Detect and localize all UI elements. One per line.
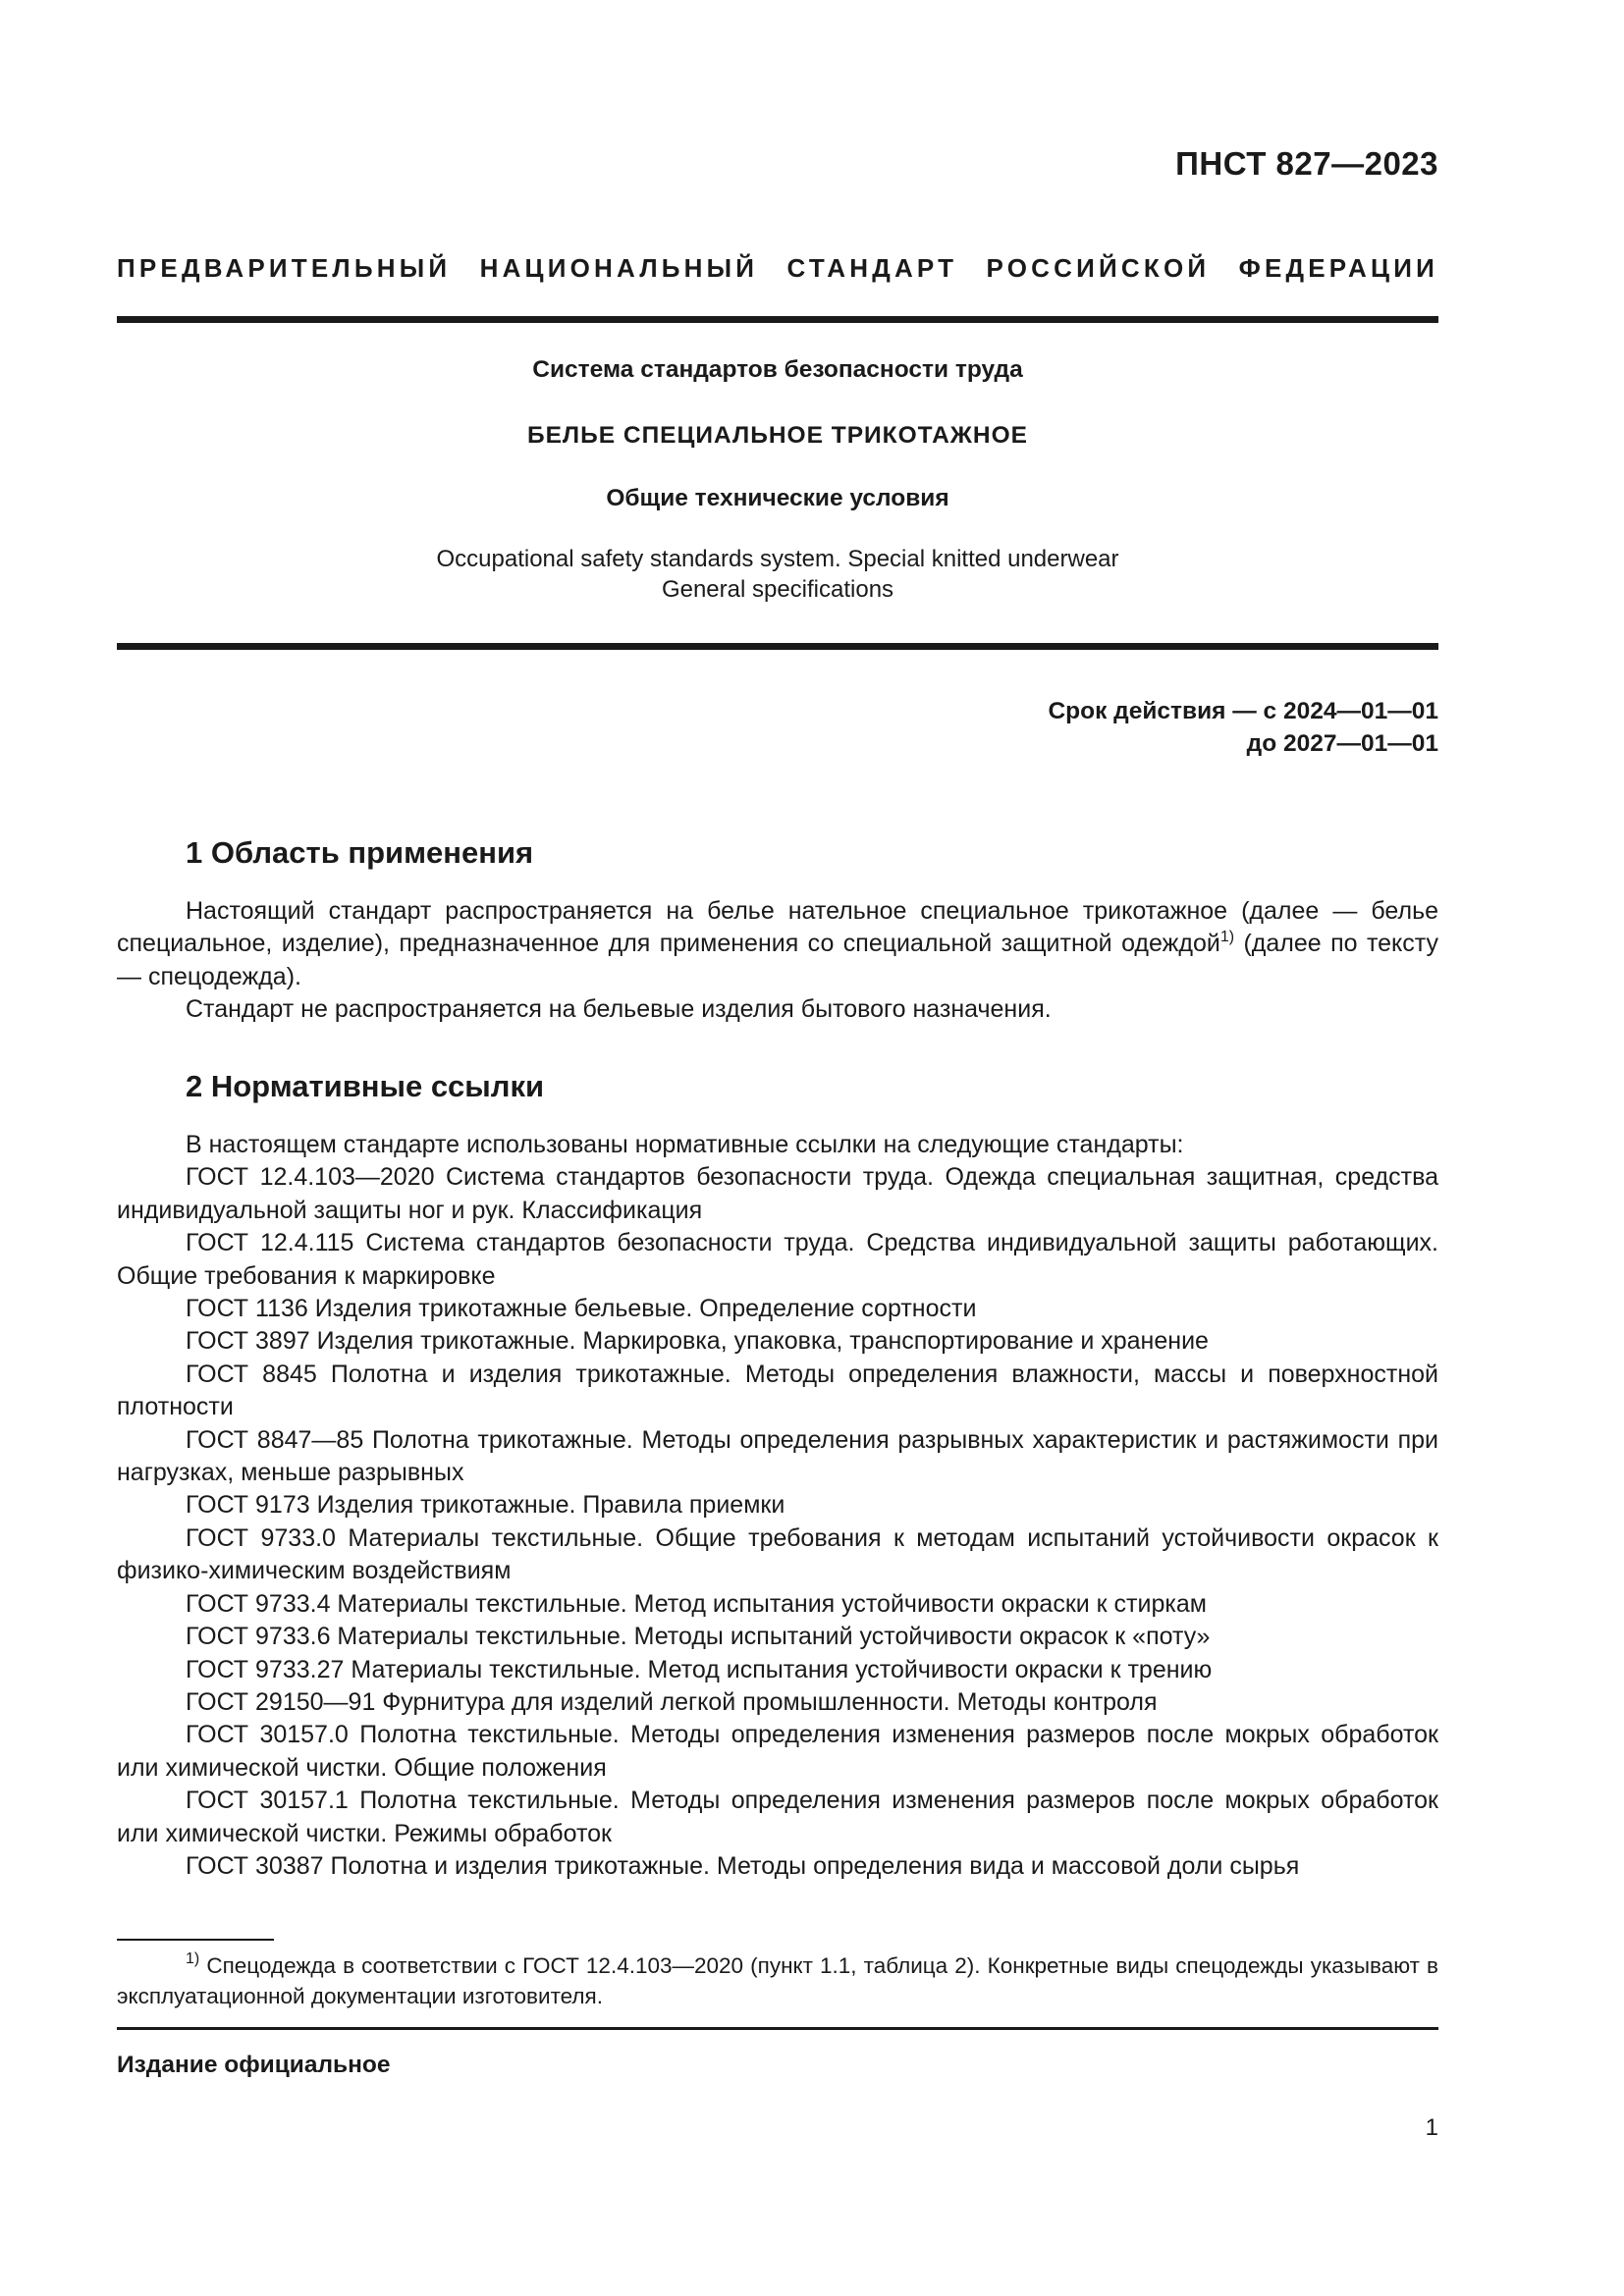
reference-item: ГОСТ 9733.0 Материалы текстильные. Общие требования к методам испытаний устойчивости окрасок к физико-химическим воздействиям bbox=[117, 1523, 1438, 1585]
validity-end: до 2027—01—01 bbox=[1246, 730, 1438, 757]
reference-item: ГОСТ 29150—91 Фурнитура для изделий легкой промышленности. Методы контроля bbox=[186, 1687, 1158, 1716]
references-intro: В настоящем стандарте использованы нормативные ссылки на следующие стандарты: bbox=[186, 1131, 1184, 1158]
footnote-separator bbox=[117, 1939, 274, 1941]
footnote-marker: 1) bbox=[1219, 929, 1235, 946]
reference-item: ГОСТ 9173 Изделия трикотажные. Правила приемки bbox=[186, 1491, 785, 1520]
reference-item: ГОСТ 12.4.103—2020 Система стандартов безопасности труда. Одежда специальная защитная, средства индивидуальной защиты ног и рук. Классификация bbox=[117, 1163, 1438, 1224]
footnote bbox=[117, 1950, 1438, 2011]
standard-code: ПНСТ 827—2023 bbox=[1175, 145, 1438, 182]
reference-item: ГОСТ 1136 Изделия трикотажные бельевые. Определение сортности bbox=[186, 1295, 977, 1323]
page-number: 1 bbox=[1425, 2114, 1438, 2141]
scope-paragraph: Настоящий стандарт распространяется на белье нательное специальное трикотажное (далее — белье специальное, изделие), предназначенное для применения со специальной защитной одеждой$^{1)}$ (далее по тексту — спецодежда). bbox=[117, 897, 1438, 990]
series-title: Система стандартов безопасности труда bbox=[532, 356, 1023, 383]
section-1-body bbox=[117, 895, 1438, 1027]
footnote-text: Спецодежда в соответствии с ГОСТ 12.4.103—2020 (пункт 1.1, таблица 2). Конкретные виды спецодежды указывают в эксплуатационной документации изготовителя. bbox=[117, 1953, 1438, 2008]
english-title-line2: General specifications bbox=[661, 576, 894, 603]
reference-item: ГОСТ 3897 Изделия трикотажные. Маркировка, упаковка, транспортирование и хранение bbox=[186, 1327, 1209, 1356]
subtitle: Общие технические условия bbox=[606, 485, 949, 511]
reference-item: ГОСТ 9733.6 Материалы текстильные. Методы испытаний устойчивости окрасок к «поту» bbox=[186, 1623, 1211, 1651]
footer-rule bbox=[117, 2027, 1438, 2030]
main-title: БЕЛЬЕ СПЕЦИАЛЬНОЕ ТРИКОТАЖНОЕ bbox=[526, 422, 1029, 449]
title-rule bbox=[117, 643, 1438, 650]
section-1-heading: 1 Область применения bbox=[186, 835, 534, 870]
reference-item: ГОСТ 30157.0 Полотна текстильные. Методы определения изменения размеров после мокрых обработок или химической чистки. Общие положения bbox=[117, 1721, 1438, 1782]
section-2-body bbox=[117, 1129, 1438, 1883]
scope-exclusion-paragraph: Стандарт не распространяется на бельевые изделия бытового назначения. bbox=[186, 995, 1052, 1024]
reference-item: ГОСТ 9733.4 Материалы текстильные. Метод испытания устойчивости окраски к стиркам bbox=[186, 1589, 1207, 1618]
english-title-line1: Occupational safety standards system. Special knitted underwear bbox=[436, 546, 1119, 572]
edition-label: Издание официальное bbox=[117, 2052, 391, 2078]
validity-period bbox=[1048, 695, 1438, 760]
validity-start: Срок действия — с 2024—01—01 bbox=[1048, 698, 1438, 724]
standard-type: ПРЕДВАРИТЕЛЬНЫЙ НАЦИОНАЛЬНЫЙ СТАНДАРТ РОССИЙСКОЙ ФЕДЕРАЦИИ bbox=[117, 253, 1438, 283]
footnote-number: 1) bbox=[186, 1950, 200, 1967]
reference-item: ГОСТ 30157.1 Полотна текстильные. Методы определения изменения размеров после мокрых обработок или химической чистки. Режимы обработок bbox=[117, 1787, 1438, 1847]
reference-item: ГОСТ 8845 Полотна и изделия трикотажные. Методы определения влажности, массы и поверхностной плотности bbox=[117, 1360, 1438, 1421]
header-rule bbox=[117, 316, 1438, 323]
reference-item: ГОСТ 12.4.115 Система стандартов безопасности труда. Средства индивидуальной защиты работающих. Общие требования к маркировке bbox=[117, 1229, 1438, 1290]
section-2-heading: 2 Нормативные ссылки bbox=[186, 1069, 545, 1103]
reference-item: ГОСТ 30387 Полотна и изделия трикотажные. Методы определения вида и массовой доли сырья bbox=[186, 1851, 1300, 1880]
reference-item: ГОСТ 9733.27 Материалы текстильные. Метод испытания устойчивости окраски к трению bbox=[186, 1655, 1213, 1683]
reference-item: ГОСТ 8847—85 Полотна трикотажные. Методы определения разрывных характеристик и растяжимости при нагрузках, меньше разрывных bbox=[117, 1425, 1438, 1487]
